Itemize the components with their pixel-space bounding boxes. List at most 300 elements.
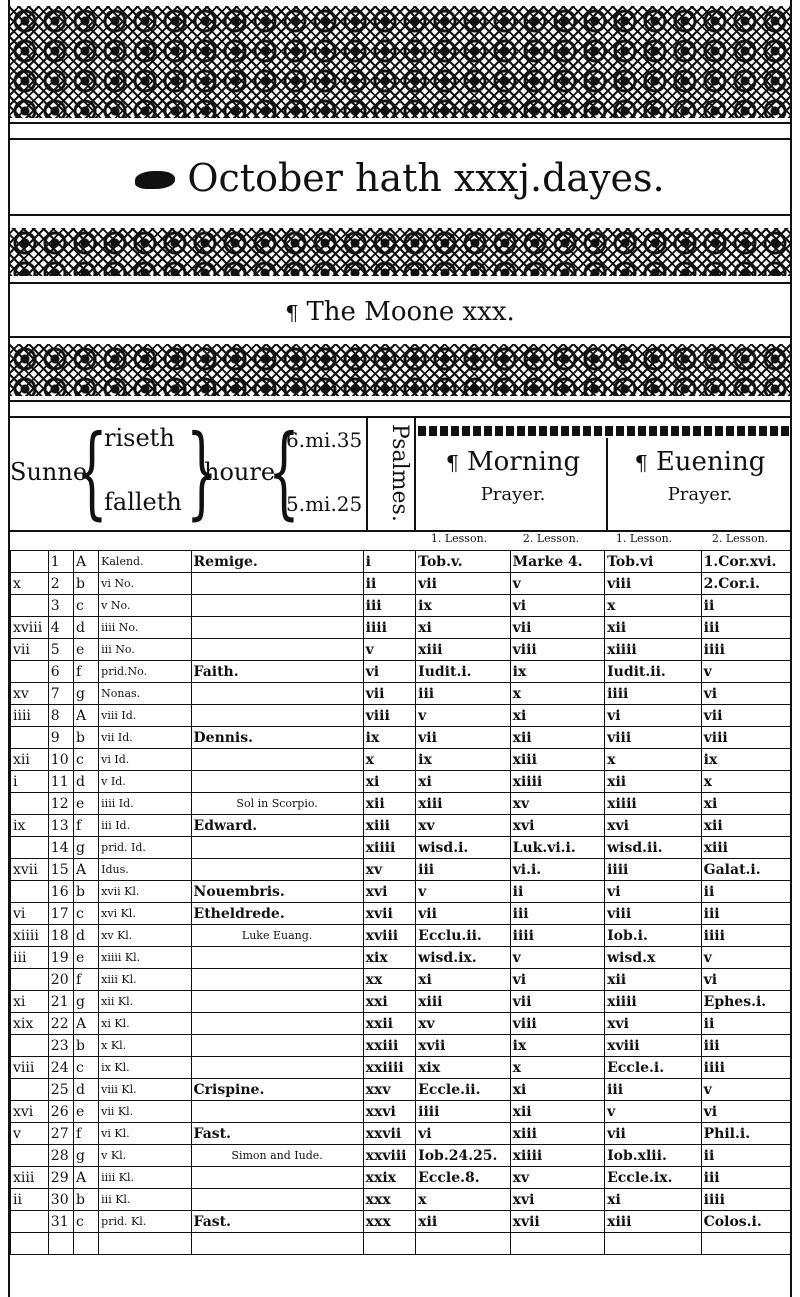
feast-name-cell: Faith. (191, 661, 363, 683)
rule (8, 282, 792, 284)
evening-lesson-2-cell: v (701, 661, 791, 683)
table-row (11, 639, 792, 661)
epact-cell: viii (11, 1057, 49, 1079)
evening-lesson-1-cell: viii (605, 727, 702, 749)
morning-lesson-2-cell: vii (510, 991, 604, 1013)
epact-cell (11, 1035, 49, 1057)
evening-lesson-1-cell: v (605, 1101, 702, 1123)
day-number-cell: 28 (48, 1145, 73, 1167)
psalm-number-cell: xxvi (363, 1101, 415, 1123)
roman-date-cell: prid. Kl. (99, 1211, 191, 1233)
feast-name-cell: Sol in Scorpio. (191, 793, 363, 815)
psalm-number-cell: xiiii (363, 837, 415, 859)
epact-cell: iiii (11, 705, 49, 727)
day-number-cell: 4 (48, 617, 73, 639)
table-row (11, 661, 792, 683)
feast-name-cell: Simon and Iude. (191, 1145, 363, 1167)
day-number-cell: 25 (48, 1079, 73, 1101)
evening-lesson-2-cell: iii (701, 1167, 791, 1189)
day-number-cell: 20 (48, 969, 73, 991)
psalm-number-cell: xxiii (363, 1035, 415, 1057)
psalm-number-cell: x (363, 749, 415, 771)
psalm-number-cell: iiii (363, 617, 415, 639)
roman-date-cell: v No. (99, 595, 191, 617)
evening-lesson-2-cell: ii (701, 881, 791, 903)
epact-cell: xiiii (11, 925, 49, 947)
table-row (11, 991, 792, 1013)
roman-date-cell: xv Kl. (99, 925, 191, 947)
calendar-rows (11, 551, 792, 1255)
day-number-cell: 2 (48, 573, 73, 595)
psalm-number-cell: xxiiii (363, 1057, 415, 1079)
roman-date-cell: prid. Id. (99, 837, 191, 859)
dominical-letter-cell: b (73, 881, 98, 903)
evening-lesson-2-cell: iiii (701, 639, 791, 661)
month-title (10, 146, 790, 210)
roman-date-cell: viii Id. (99, 705, 191, 727)
feast-name-cell (191, 639, 363, 661)
dominical-letter-cell: d (73, 771, 98, 793)
psalm-number-cell: xxvii (363, 1123, 415, 1145)
evening-lesson-1-cell: vi (605, 705, 702, 727)
table-row (11, 727, 792, 749)
column-divider (606, 438, 608, 530)
roman-date-cell: ix Kl. (99, 1057, 191, 1079)
psalm-number-cell: iii (363, 595, 415, 617)
feast-name-cell: Luke Euang. (191, 925, 363, 947)
epact-cell: xvi (11, 1101, 49, 1123)
evening-lesson-2-cell: ii (701, 1145, 791, 1167)
day-number-cell: 16 (48, 881, 73, 903)
epact-cell (11, 1145, 49, 1167)
morning-lesson-1-cell: vii (416, 573, 510, 595)
feast-name-cell (191, 837, 363, 859)
evening-lesson-1-cell: xii (605, 771, 702, 793)
dominical-letter-cell: g (73, 683, 98, 705)
feast-name-cell: Crispine. (191, 1079, 363, 1101)
feast-name-cell (191, 1189, 363, 1211)
evening-lesson-2-cell: Phil.i. (701, 1123, 791, 1145)
psalm-number-cell: xii (363, 793, 415, 815)
morning-lesson-2-cell: x (510, 683, 604, 705)
dominical-letter-cell: A (73, 1167, 98, 1189)
pilcrow-icon: ¶ (445, 451, 460, 475)
evening-lesson-2-cell: v (701, 1079, 791, 1101)
epact-cell (11, 551, 49, 573)
table-row (11, 1145, 792, 1167)
day-number-cell: 6 (48, 661, 73, 683)
table-row (11, 749, 792, 771)
feast-name-cell: Nouembris. (191, 881, 363, 903)
roman-date-cell: Idus. (99, 859, 191, 881)
morning-lesson-2-cell: iiii (510, 925, 604, 947)
moon-line (10, 292, 790, 332)
psalmes-heading: Psalmes. (387, 424, 412, 522)
morning-lesson-1-cell: vii (416, 727, 510, 749)
roman-date-cell: v Kl. (99, 1145, 191, 1167)
morning-lesson-2-cell: xii (510, 727, 604, 749)
epact-cell (11, 661, 49, 683)
morning-prayer-heading (422, 448, 604, 509)
morning-lesson-1-cell: v (416, 705, 510, 727)
feast-name-cell (191, 705, 363, 727)
psalm-number-cell: xiii (363, 815, 415, 837)
epact-cell (11, 969, 49, 991)
morning-lesson-2-cell: xiii (510, 749, 604, 771)
psalm-number-cell: xxv (363, 1079, 415, 1101)
roman-date-cell: iii No. (99, 639, 191, 661)
day-number-cell: 12 (48, 793, 73, 815)
morning-lesson-1-cell: iii (416, 683, 510, 705)
dominical-letter-cell: e (73, 1101, 98, 1123)
empty-cell (191, 1233, 363, 1255)
evening-lesson-1-cell: xviii (605, 1035, 702, 1057)
table-row (11, 1013, 792, 1035)
sunset-time: 5.mi.25 (286, 492, 363, 516)
empty-cell (605, 1233, 702, 1255)
roman-date-cell: x Kl. (99, 1035, 191, 1057)
roman-date-cell: vii Kl. (99, 1101, 191, 1123)
dominical-letter-cell: A (73, 551, 98, 573)
roman-date-cell: iii Kl. (99, 1189, 191, 1211)
epact-cell: x (11, 573, 49, 595)
evening-lesson-1-cell: x (605, 749, 702, 771)
table-row (11, 837, 792, 859)
dominical-letter-cell: g (73, 1145, 98, 1167)
dominical-letter-cell: e (73, 793, 98, 815)
epact-cell: iii (11, 947, 49, 969)
feast-name-cell (191, 1035, 363, 1057)
evening-label: Euening (655, 447, 766, 477)
evening-lesson-2-cell: Ephes.i. (701, 991, 791, 1013)
evening-lesson-1-cell: wisd.ii. (605, 837, 702, 859)
epact-cell: ix (11, 815, 49, 837)
day-number-cell: 9 (48, 727, 73, 749)
evening-lesson-1-cell: xiiii (605, 991, 702, 1013)
dominical-letter-cell: d (73, 1079, 98, 1101)
brace-icon: { (76, 413, 108, 530)
evening-lesson-1-cell: xvi (605, 1013, 702, 1035)
morning-lesson-1-cell: xv (416, 1013, 510, 1035)
roman-date-cell: vi Kl. (99, 1123, 191, 1145)
evening-lesson-2-cell: x (701, 771, 791, 793)
table-row (11, 1189, 792, 1211)
feast-name-cell (191, 595, 363, 617)
epact-cell: xv (11, 683, 49, 705)
empty-cell (416, 1233, 510, 1255)
rule (8, 138, 792, 140)
epact-cell (11, 1211, 49, 1233)
feast-name-cell (191, 617, 363, 639)
sunne-label: Sunne (10, 458, 88, 486)
epact-cell (11, 793, 49, 815)
calendar-table (10, 550, 792, 1255)
psalm-number-cell: ii (363, 573, 415, 595)
pilcrow-icon: ¶ (634, 451, 648, 475)
feast-name-cell (191, 969, 363, 991)
morning-lesson-2-cell: vi.i. (510, 859, 604, 881)
roman-date-cell: iiii Id. (99, 793, 191, 815)
empty-cell (11, 1233, 49, 1255)
evening-lesson-1-cell: xii (605, 969, 702, 991)
epact-cell: vi (11, 903, 49, 925)
feast-name-cell (191, 1167, 363, 1189)
morning-lesson-1-cell: ix (416, 749, 510, 771)
morning-lesson-1-cell: vi (416, 1123, 510, 1145)
table-row (11, 771, 792, 793)
evening-lesson-1-cell: Tob.vi (605, 551, 702, 573)
evening-lesson-2-cell: xiii (701, 837, 791, 859)
morning-lesson-1-cell: Iob.24.25. (416, 1145, 510, 1167)
evening-lesson-1-cell: iiii (605, 683, 702, 705)
evening-lesson-2-cell: vi (701, 683, 791, 705)
epact-cell (11, 881, 49, 903)
empty-cell (363, 1233, 415, 1255)
evening-lesson-1-cell: viii (605, 903, 702, 925)
day-number-cell: 30 (48, 1189, 73, 1211)
column-divider (414, 418, 416, 530)
day-number-cell: 29 (48, 1167, 73, 1189)
table-row (11, 793, 792, 815)
morning-lesson-1-cell: xi (416, 617, 510, 639)
morning-lesson-1-cell: xiii (416, 639, 510, 661)
feast-name-cell (191, 573, 363, 595)
table-row (11, 815, 792, 837)
feast-name-cell (191, 749, 363, 771)
epact-cell: xi (11, 991, 49, 1013)
empty-cell (99, 1233, 191, 1255)
roman-date-cell: iiii No. (99, 617, 191, 639)
feast-name-cell: Etheldrede. (191, 903, 363, 925)
evening-lesson-2-cell: 1.Cor.xvi. (701, 551, 791, 573)
brace-icon: } (186, 413, 218, 530)
evening-lesson-1-cell: Eccle.i. (605, 1057, 702, 1079)
riseth-label: riseth (104, 424, 175, 452)
dominical-letter-cell: c (73, 903, 98, 925)
day-number-cell: 27 (48, 1123, 73, 1145)
roman-date-cell: xii Kl. (99, 991, 191, 1013)
morning-lesson-1-cell: vii (416, 903, 510, 925)
epact-cell: xiii (11, 1167, 49, 1189)
sunrise-time: 6.mi.35 (286, 428, 363, 452)
morning-lesson-1-cell: Eccle.8. (416, 1167, 510, 1189)
roman-date-cell: iii Id. (99, 815, 191, 837)
morning-prayer-label: Prayer. (480, 484, 546, 505)
morning-lesson-2-cell: xii (510, 1101, 604, 1123)
psalm-number-cell: vi (363, 661, 415, 683)
feast-name-cell (191, 683, 363, 705)
morning-lesson-1-cell: xi (416, 771, 510, 793)
morning-lesson-2-cell: v (510, 947, 604, 969)
dominical-letter-cell: c (73, 595, 98, 617)
day-number-cell: 10 (48, 749, 73, 771)
dominical-letter-cell: f (73, 969, 98, 991)
table-row (11, 1035, 792, 1057)
houre-label: houre (204, 458, 276, 486)
day-number-cell: 18 (48, 925, 73, 947)
day-number-cell: 22 (48, 1013, 73, 1035)
evening-lesson-1-cell: Eccle.ix. (605, 1167, 702, 1189)
morning-lesson-2-cell: xv (510, 793, 604, 815)
psalm-number-cell: xxi (363, 991, 415, 1013)
rule (8, 214, 792, 216)
day-number-cell: 26 (48, 1101, 73, 1123)
morning-lesson-2-cell: vi (510, 969, 604, 991)
evening-prayer-heading (610, 448, 790, 509)
evening-lesson-1-cell: x (605, 595, 702, 617)
morning-lesson-1-cell: xi (416, 969, 510, 991)
psalm-number-cell: i (363, 551, 415, 573)
evening-lesson-1-cell: Iob.xlii. (605, 1145, 702, 1167)
evening-lesson-2-cell: xii (701, 815, 791, 837)
roman-date-cell: xvii Kl. (99, 881, 191, 903)
table-row (11, 925, 792, 947)
day-number-cell: 31 (48, 1211, 73, 1233)
roman-date-cell: vii Id. (99, 727, 191, 749)
month-title-text: October hath xxxj.dayes. (187, 156, 665, 200)
day-number-cell: 19 (48, 947, 73, 969)
day-number-cell: 17 (48, 903, 73, 925)
table-row (11, 551, 792, 573)
dominical-letter-cell: c (73, 749, 98, 771)
roman-date-cell: vi Id. (99, 749, 191, 771)
evening-lesson-2-cell: ix (701, 749, 791, 771)
feast-name-cell: Dennis. (191, 727, 363, 749)
psalm-number-cell: xx (363, 969, 415, 991)
psalm-number-cell: xxx (363, 1189, 415, 1211)
table-row (11, 1079, 792, 1101)
day-number-cell: 5 (48, 639, 73, 661)
feast-name-cell (191, 947, 363, 969)
morning-lesson-1-cell: xv (416, 815, 510, 837)
rule (8, 400, 792, 402)
morning-lesson-2-cell: iii (510, 903, 604, 925)
dominical-letter-cell: A (73, 1013, 98, 1035)
morning-lesson-1-cell: wisd.ix. (416, 947, 510, 969)
morning-lesson-2-cell: viii (510, 639, 604, 661)
table-row (11, 903, 792, 925)
feast-name-cell (191, 1013, 363, 1035)
feast-name-cell: Fast. (191, 1123, 363, 1145)
day-number-cell: 15 (48, 859, 73, 881)
psalm-number-cell: vii (363, 683, 415, 705)
epact-cell (11, 1079, 49, 1101)
morning-lesson-1-cell: iii (416, 859, 510, 881)
day-number-cell: 3 (48, 595, 73, 617)
table-row (11, 1057, 792, 1079)
day-number-cell: 1 (48, 551, 73, 573)
roman-date-cell: xiii Kl. (99, 969, 191, 991)
morning-lesson-2-cell: ix (510, 661, 604, 683)
psalm-number-cell: ix (363, 727, 415, 749)
morning-lesson-2-cell: xi (510, 1079, 604, 1101)
evening-lesson-2-cell: ii (701, 595, 791, 617)
evening-lesson-2-cell: vi (701, 1101, 791, 1123)
table-row (11, 859, 792, 881)
morning-label: Morning (467, 447, 581, 477)
psalm-number-cell: xxix (363, 1167, 415, 1189)
feast-name-cell (191, 771, 363, 793)
evening-lesson-2-cell: viii (701, 727, 791, 749)
morning-lesson-1-cell: xvii (416, 1035, 510, 1057)
evening-lesson-1-cell: Iob.i. (605, 925, 702, 947)
evening-lesson-2-cell: iiii (701, 1057, 791, 1079)
pointing-hand-icon (135, 171, 175, 189)
morning-lesson-1-cell: xix (416, 1057, 510, 1079)
evening-lesson-1-cell: Iudit.ii. (605, 661, 702, 683)
dominical-letter-cell: g (73, 991, 98, 1013)
roman-date-cell: iiii Kl. (99, 1167, 191, 1189)
feast-name-cell (191, 1057, 363, 1079)
psalm-number-cell: xix (363, 947, 415, 969)
dominical-letter-cell: c (73, 1057, 98, 1079)
roman-date-cell: xvi Kl. (99, 903, 191, 925)
feast-name-cell (191, 1101, 363, 1123)
rule (8, 336, 792, 338)
roman-date-cell: Nonas. (99, 683, 191, 705)
day-number-cell: 24 (48, 1057, 73, 1079)
table-row (11, 969, 792, 991)
morning-lesson-2-cell: xvii (510, 1211, 604, 1233)
evening-lesson-1-cell: xiiii (605, 793, 702, 815)
morning-lesson-2-cell: vii (510, 617, 604, 639)
dominical-letter-cell: b (73, 727, 98, 749)
roman-date-cell: viii Kl. (99, 1079, 191, 1101)
lesson-heading: 1. Lesson. (430, 532, 488, 545)
table-row (11, 881, 792, 903)
psalm-number-cell: xxx (363, 1211, 415, 1233)
feast-name-cell (191, 859, 363, 881)
psalm-number-cell: xxviii (363, 1145, 415, 1167)
day-number-cell: 14 (48, 837, 73, 859)
table-row (11, 1101, 792, 1123)
dominical-letter-cell: b (73, 1035, 98, 1057)
empty-cell (73, 1233, 98, 1255)
lesson-heading: 2. Lesson. (522, 532, 580, 545)
rule (8, 122, 792, 124)
day-number-cell: 7 (48, 683, 73, 705)
evening-lesson-2-cell: v (701, 947, 791, 969)
dominical-letter-cell: d (73, 617, 98, 639)
evening-lesson-2-cell: vi (701, 969, 791, 991)
morning-lesson-1-cell: v (416, 881, 510, 903)
morning-lesson-1-cell: xiii (416, 793, 510, 815)
psalm-number-cell: xvi (363, 881, 415, 903)
table-row (11, 1167, 792, 1189)
epact-cell: xix (11, 1013, 49, 1035)
dominical-letter-cell: c (73, 1211, 98, 1233)
dominical-letter-cell: b (73, 1189, 98, 1211)
dominical-letter-cell: d (73, 925, 98, 947)
feast-name-cell (191, 991, 363, 1013)
evening-lesson-1-cell: wisd.x (605, 947, 702, 969)
table-row (11, 1211, 792, 1233)
evening-lesson-1-cell: xiiii (605, 639, 702, 661)
dominical-letter-cell: f (73, 1123, 98, 1145)
epact-cell (11, 837, 49, 859)
day-number-cell: 21 (48, 991, 73, 1013)
dominical-letter-cell: g (73, 837, 98, 859)
brace-icon: { (268, 413, 300, 530)
morning-lesson-2-cell: viii (510, 1013, 604, 1035)
evening-lesson-2-cell: xi (701, 793, 791, 815)
dominical-letter-cell: f (73, 661, 98, 683)
table-row (11, 683, 792, 705)
morning-lesson-1-cell: wisd.i. (416, 837, 510, 859)
dominical-letter-cell: f (73, 815, 98, 837)
morning-lesson-2-cell: x (510, 1057, 604, 1079)
morning-lesson-2-cell: xi (510, 705, 604, 727)
